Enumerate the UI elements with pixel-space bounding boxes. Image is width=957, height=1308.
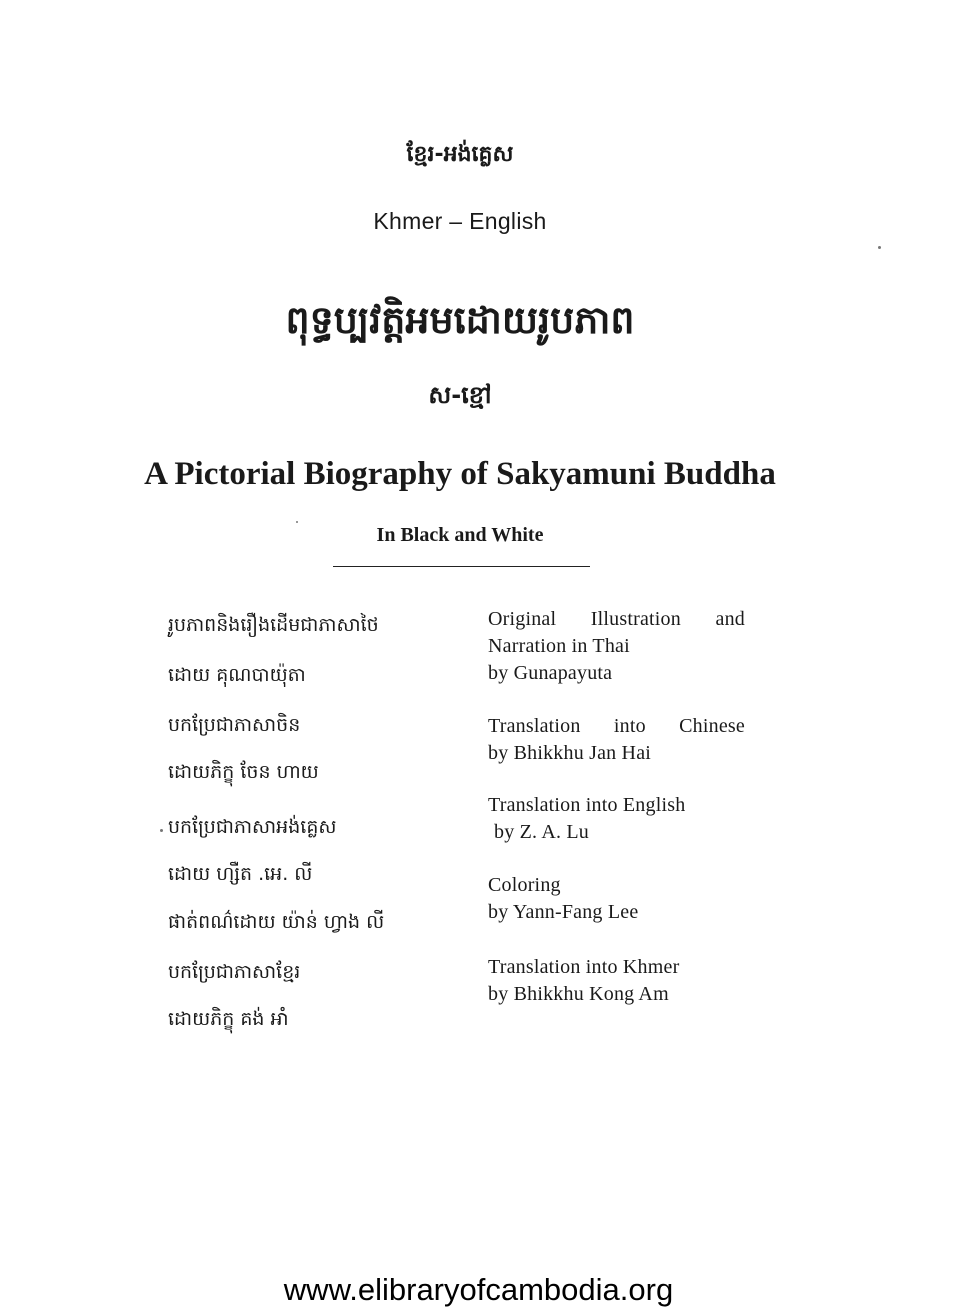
credit-khmer-line: រូបភាពនិងរឿងដើមជាភាសាថៃ <box>168 614 379 636</box>
credit-word: into <box>613 715 646 737</box>
credit-block-illustration <box>488 606 748 687</box>
credit-block-english <box>488 792 748 846</box>
credit-line: by Bhikkhu Jan Hai <box>488 742 652 764</box>
khmer-title: ពុទ្ធប្បវត្តិអមដោយរូបភាព <box>285 298 635 342</box>
credit-khmer-line: បកប្រែជាភាសាអង់គ្លេស <box>168 816 337 838</box>
credit-khmer-line: ដោយ ហ្សឺត .អេ. លី <box>168 863 313 885</box>
credit-block-coloring <box>488 872 748 926</box>
title-divider <box>333 566 590 567</box>
credit-line: by Yann-Fang Lee <box>488 901 639 923</box>
credit-khmer-line: ដោយភិក្ខុ ចែន ហាយ <box>168 761 319 783</box>
scan-speck <box>160 829 163 832</box>
credit-line: by Bhikkhu Kong Am <box>488 983 669 1005</box>
credit-khmer-line: បកប្រែជាភាសាចិន <box>168 714 301 736</box>
khmer-language-pair: ខ្មែរ-អង់គ្លេស <box>406 142 514 167</box>
credit-word: and <box>715 608 745 630</box>
khmer-edition: ស-ខ្មៅ <box>428 381 492 409</box>
credit-khmer-line: ផាត់ពណ៌ដោយ យ៉ាន់ ហ្វាង លី <box>168 911 385 933</box>
credit-line: Translation into English <box>488 794 686 816</box>
credit-line: by Gunapayuta <box>488 662 613 684</box>
credit-line: Narration in Thai <box>488 635 630 657</box>
scan-speck <box>878 246 881 249</box>
footer-url: www.elibraryofcambodia.org <box>283 1272 674 1307</box>
credit-khmer-line: ដោយភិក្ខុ គង់ អាំ <box>168 1008 289 1030</box>
credit-word: Original <box>488 608 557 630</box>
credit-khmer-line: ដោយ គុណបាយ៉ុតា <box>168 664 306 686</box>
page-subtitle: In Black and White <box>376 524 544 546</box>
language-pair: Khmer – English <box>373 208 547 234</box>
credit-line: Translation into Khmer <box>488 956 680 978</box>
credit-line-justified <box>488 606 745 633</box>
credit-khmer-line: បកប្រែជាភាសាខ្មែរ <box>168 961 301 983</box>
credit-line-justified <box>488 713 745 740</box>
credit-block-chinese <box>488 713 748 767</box>
credit-line: by Z. A. Lu <box>494 821 589 843</box>
credit-word: Translation <box>488 715 581 737</box>
credit-word: Illustration <box>590 608 681 630</box>
page-title: A Pictorial Biography of Sakyamuni Buddha <box>144 456 776 492</box>
scan-speck <box>296 521 298 523</box>
credit-line: Coloring <box>488 874 561 896</box>
credit-block-khmer <box>488 954 748 1008</box>
credit-word: Chinese <box>679 715 745 737</box>
